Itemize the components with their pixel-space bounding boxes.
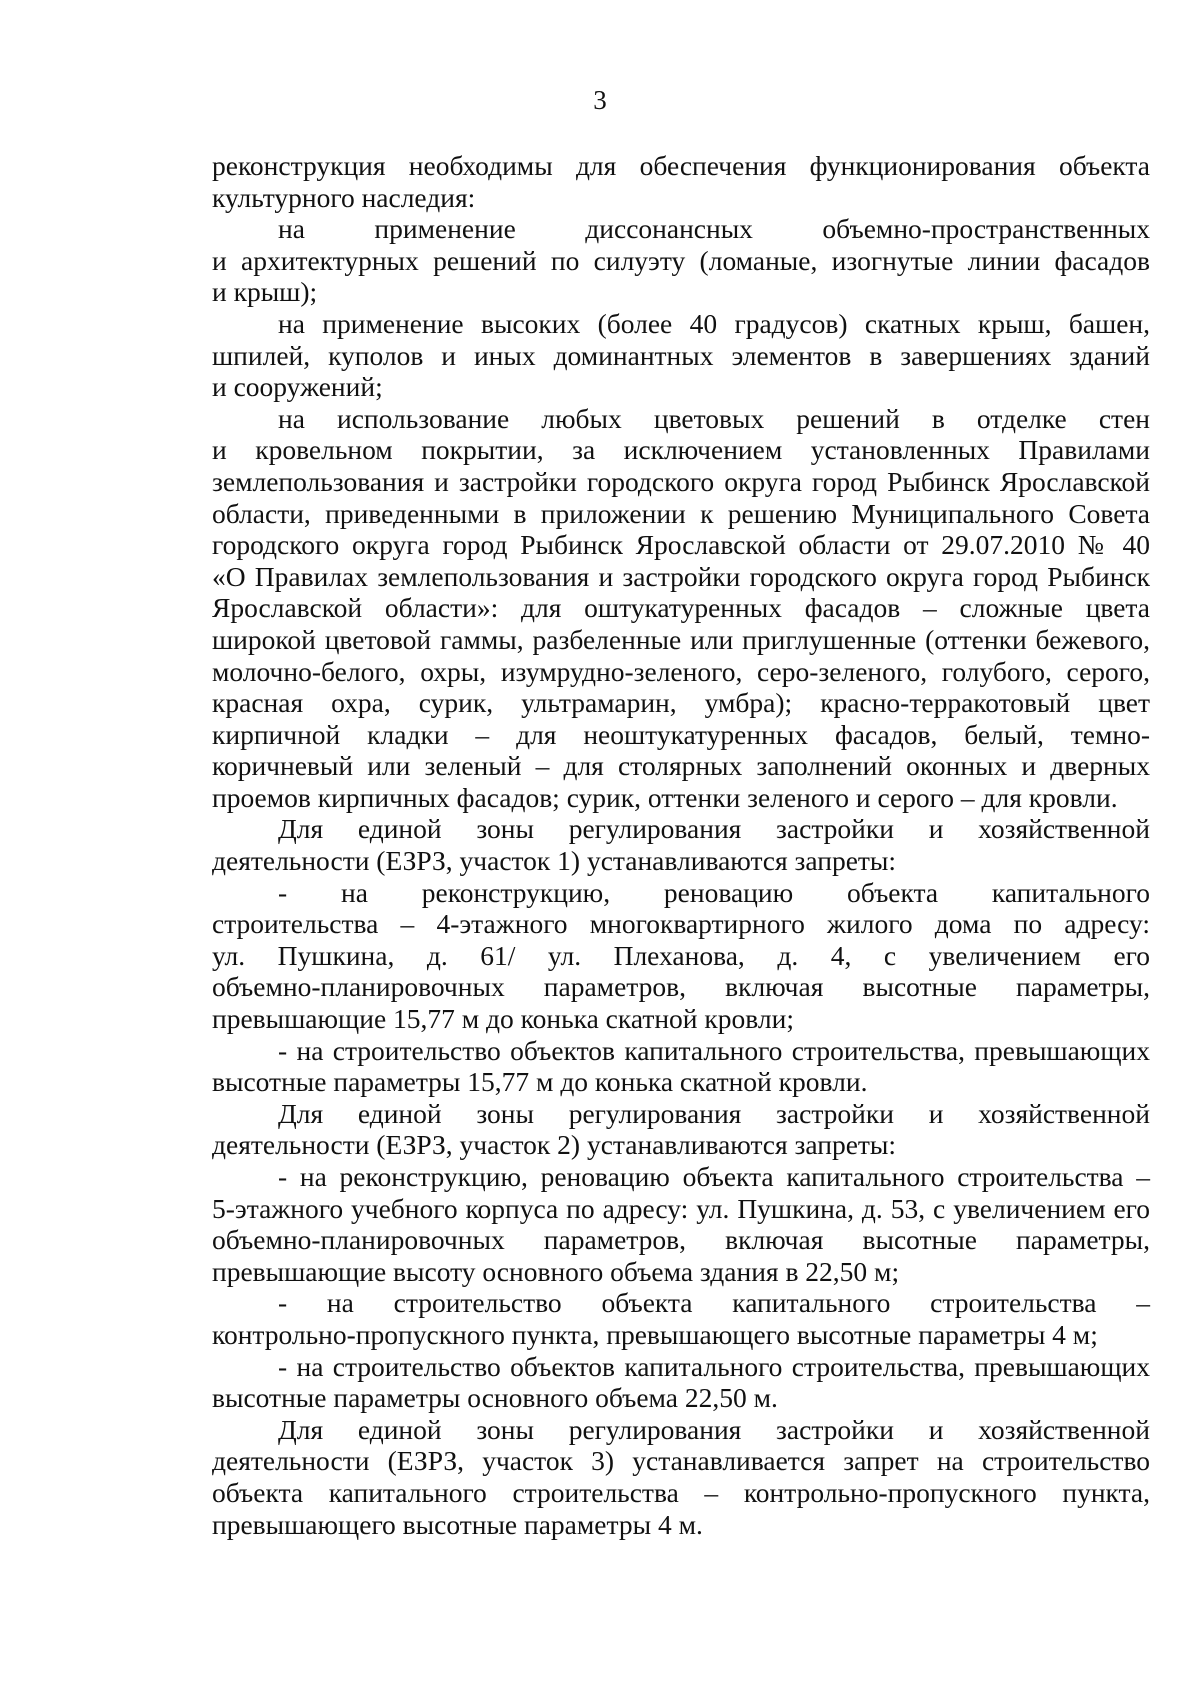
paragraph-line: контрольно-пропускного пункта, превышающего высотные параметры 4 м; [212, 1318, 1098, 1350]
paragraph-line: объекта капитального строительства – контрольно-пропускного пункта, [212, 1476, 1150, 1508]
paragraph [212, 1161, 1150, 1287]
paragraph-line: - на реконструкцию, реновацию объекта капитального строительства – [278, 1161, 1150, 1192]
paragraph-line: области, приведенными в приложении к решению Муниципального Совета [212, 497, 1150, 529]
paragraph-line: широкой цветовой гаммы, разбеленные или приглушенные (оттенки бежевого, [212, 623, 1150, 655]
document-body [212, 150, 1150, 1540]
paragraph-line: на использование любых цветовых решений в отделке стен [278, 402, 1150, 434]
paragraph-line: и архитектурных решений по силуэту (ломаные, изогнутые линии фасадов [212, 244, 1150, 276]
paragraph-line: превышающие 15,77 м до конька скатной кровли; [212, 1003, 794, 1035]
paragraph [212, 403, 1150, 814]
paragraph-line: на применение диссонансных объемно-пространственных [278, 213, 1150, 245]
paragraph-line: реконструкция необходимы для обеспечения функционирования объекта [212, 150, 1150, 181]
paragraph-line: проемов кирпичных фасадов; сурик, оттенки зеленого и серого – для кровли. [212, 781, 1118, 813]
paragraph-line: и кровельном покрытии, за исключением установленных Правилами [212, 434, 1150, 466]
paragraph-line: Ярославской области»: для оштукатуренных фасадов – сложные цвета [212, 592, 1150, 624]
paragraph-line: Для единой зоны регулирования застройки и хозяйственной [278, 813, 1150, 845]
paragraph-line: молочно-белого, охры, изумрудно-зеленого, серо-зеленого, голубого, серого, [212, 655, 1150, 687]
paragraph-line: высотные параметры основного объема 22,50 м. [212, 1382, 778, 1414]
paragraph [212, 1351, 1150, 1414]
page-number: 3 [593, 85, 607, 115]
paragraph [212, 877, 1150, 1035]
paragraph-line: Для единой зоны регулирования застройки и хозяйственной [278, 1097, 1150, 1129]
paragraph [212, 1287, 1150, 1350]
paragraph-line: высотные параметры 15,77 м до конька скатной кровли. [212, 1066, 868, 1098]
paragraph-line: коричневый или зеленый – для столярных заполнений оконных и дверных [212, 750, 1150, 782]
paragraph-line: 5-этажного учебного корпуса по адресу: ул. Пушкина, д. 53, с увеличением его [212, 1192, 1150, 1224]
paragraph-line: кирпичной кладки – для неоштукатуренных фасадов, белый, темно- [212, 718, 1150, 750]
paragraph-line: деятельности (ЕЗРЗ, участок 1) устанавливаются запреты: [212, 845, 897, 877]
paragraph-line: и крыш); [212, 276, 318, 308]
paragraph-line: Для единой зоны регулирования застройки и хозяйственной [278, 1413, 1150, 1445]
paragraph-line: красная охра, сурик, ультрамарин, умбра); красно-терракотовый цвет [212, 687, 1150, 719]
paragraph-line: ул. Пушкина, д. 61/ ул. Плеханова, д. 4, с увеличением его [212, 939, 1150, 971]
paragraph-line: культурного наследия: [212, 181, 476, 213]
paragraph [212, 308, 1150, 403]
paragraph-line: деятельности (ЕЗРЗ, участок 2) устанавливаются запреты: [212, 1129, 897, 1161]
paragraph-line: на применение высоких (более 40 градусов) скатных крыш, башен, [278, 307, 1150, 339]
paragraph-line: превышающие высоту основного объема здания в 22,50 м; [212, 1255, 900, 1287]
paragraph-line: «О Правилах землепользования и застройки городского округа город Рыбинск [212, 560, 1150, 592]
paragraph-line: - на строительство объекта капитального строительства – [278, 1287, 1150, 1319]
paragraph-line: превышающего высотные параметры 4 м. [212, 1508, 703, 1540]
paragraph-line: строительства – 4-этажного многоквартирного жилого дома по адресу: [212, 908, 1150, 940]
paragraph [212, 1035, 1150, 1098]
paragraph [212, 150, 1150, 213]
paragraph-line: объемно-планировочных параметров, включая высотные параметры, [212, 971, 1150, 1003]
paragraph [212, 1098, 1150, 1161]
paragraph [212, 1414, 1150, 1540]
paragraph-line: - на реконструкцию, реновацию объекта капитального [278, 876, 1150, 908]
paragraph-line: и сооружений; [212, 371, 383, 403]
paragraph [212, 213, 1150, 308]
paragraph-line: деятельности (ЕЗРЗ, участок 3) устанавливается запрет на строительство [212, 1445, 1150, 1477]
paragraph-line: - на строительство объектов капитального строительства, превышающих [278, 1350, 1150, 1382]
paragraph-line: шпилей, куполов и иных доминантных элементов в завершениях зданий [212, 339, 1150, 371]
paragraph [212, 813, 1150, 876]
paragraph-line: землепользования и застройки городского округа город Рыбинск Ярославской [212, 465, 1150, 497]
paragraph-line: объемно-планировочных параметров, включая высотные параметры, [212, 1224, 1150, 1256]
paragraph-line: - на строительство объектов капитального строительства, превышающих [278, 1034, 1150, 1066]
paragraph-line: городского округа город Рыбинск Ярославской области от 29.07.2010 № 40 [212, 529, 1150, 561]
